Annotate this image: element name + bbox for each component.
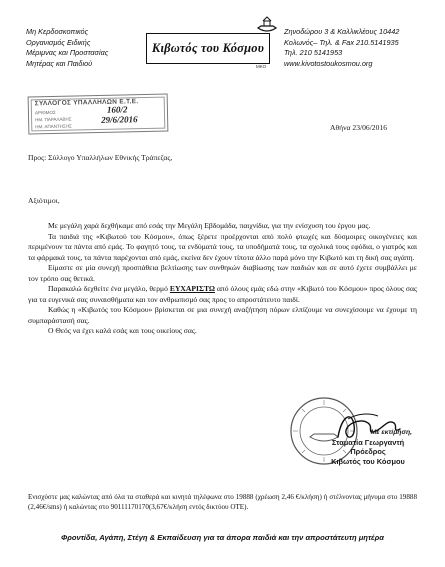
letter-body: [28, 221, 417, 337]
org-description: [26, 27, 144, 69]
body-paragraph: Καθώς η «Κιβωτός του Κόσμου» βρίσκεται σε μια συνεχή αναζήτηση πόρων ελπίζουμε να συνεχίσουμε να έχουμε τη συμπαράστασή σας.: [28, 305, 417, 325]
recipient: Προς: Σύλλογο Υπαλλήλων Εθνικής Τράπεζας,: [28, 153, 173, 162]
body-paragraph: Με μεγάλη χαρά δεχθήκαμε από εσάς την Μεγάλη Εβδομάδα, παιχνίδια, για την ενίσχυση του έργου μας.: [48, 221, 371, 230]
ark-icon: [256, 14, 278, 34]
stamp-row-reply: ΗΜ. ΑΠΑΝΤΗΣΗΣ: [35, 123, 72, 130]
salutation: Αξιότιμοι,: [28, 196, 60, 205]
body-paragraph-thanks: [28, 284, 417, 305]
signer-name: Σταματία Γεωργαντή: [331, 437, 405, 447]
org-line: Μη Κερδοσκοπικός: [26, 27, 89, 36]
closing: Με εκτίμηση,: [370, 429, 412, 436]
org-contact: [284, 27, 434, 69]
thanks-lead: Παρακαλώ δεχθείτε ένα μεγάλο, θερμό: [48, 284, 170, 293]
received-stamp: [28, 94, 169, 135]
phone-fax-line: Κολωνός– Τηλ. & Fax 210.5141935: [284, 37, 399, 47]
org-line: Μητέρας και Παιδιού: [26, 58, 93, 68]
body-paragraph: Είμαστε σε μία συνεχή προσπάθεια βελτίωσης των συνθηκών διαβίωσης των παιδιών και σε αυτό έχετε συμβάλλει με τον τρόπο σας θετικά.: [28, 263, 417, 283]
org-line: Οργανισμός Ειδικής: [26, 37, 91, 47]
stamp-row-number: ΑΡΙΘΜΟΣ: [34, 109, 56, 116]
stamp-title: ΣΥΛΛΟΓΟΣ ΥΠΑΛΛΗΛΩΝ Ε.Τ.Ε.: [34, 98, 139, 108]
org-logo: Κιβωτός του Κόσμου: [146, 33, 270, 64]
logo-subtitle: ΜΚΟ: [256, 64, 267, 69]
donation-note: Ενισχύστε μας καλώντας από όλα τα σταθερά και κινητά τηλέφωνα στο 19888 (χρέωση 2,46 €/κλήση) ή στέλνοντας μήνυμα στο 19888 (2,46€/sms) ή καλώντας στο 90111170170(3,67€/κλήση εντός δικτύου ΟΤΕ).: [28, 493, 417, 511]
signer-org: Κιβωτός του Κόσμου: [331, 456, 405, 466]
thanks-word: ΕΥΧΑΡΙΣΤΩ: [169, 284, 215, 293]
thanks-rest: από όλους εμάς εδώ στην «Κιβωτό του Κόσμου» προς όλους σας για τα ευγενικά σας συναισθήματα και τον ανθρωπισμό σας προς το απροστάτευτο παιδί.: [28, 284, 417, 304]
website-line: www.kivotostoukosmou.org: [284, 58, 373, 68]
org-motto: Φροντίδα, Αγάπη, Στέγη & Εκπαίδευση για τα άπορα παιδιά και την απροστάτευτη μητέρα: [61, 533, 384, 542]
address-line: Ζηνοδώρου 3 & Καλλικλέους 10442: [284, 27, 400, 36]
letter-date: Αθήνα 23/06/2016: [330, 123, 387, 132]
signer-role: Πρόεδρος: [350, 447, 386, 456]
stamp-handwritten-date: 29/6/2016: [101, 114, 138, 125]
stamp-handwritten-number: 160/2: [106, 104, 128, 115]
org-line: Μέριμνας και Προστασίας: [26, 48, 109, 57]
body-paragraph: Ο Θεός να έχει καλά εσάς και τους οικείους σας.: [48, 326, 197, 335]
signature-block: [318, 428, 418, 466]
body-paragraph: Τα παιδιά της «Κιβωτού του Κόσμου», όπως ξέρετε προέρχονται από πολύ φτωχές και δύσμοιρες οικογένειες και περιμένουν τα πάντα από εμάς. Το φαγητό τους, τα ενδύματά τους, τα υποδήματά τους, τα σχολικά τους εφόδια, ο γιατρός και τα φάρμακά τους, τα πάντα παρέχονται από εμάς, εκείνα δεν έχουν τίποτα άλλο παρά μόνο την Κιβωτό και τη δική σας αγάπη.: [28, 231, 417, 262]
stamp-row-received: ΗΜ. ΠΑΡΑΛΑΒΗΣ: [35, 116, 72, 123]
phone-line: Τηλ. 210 5141953: [284, 48, 343, 57]
